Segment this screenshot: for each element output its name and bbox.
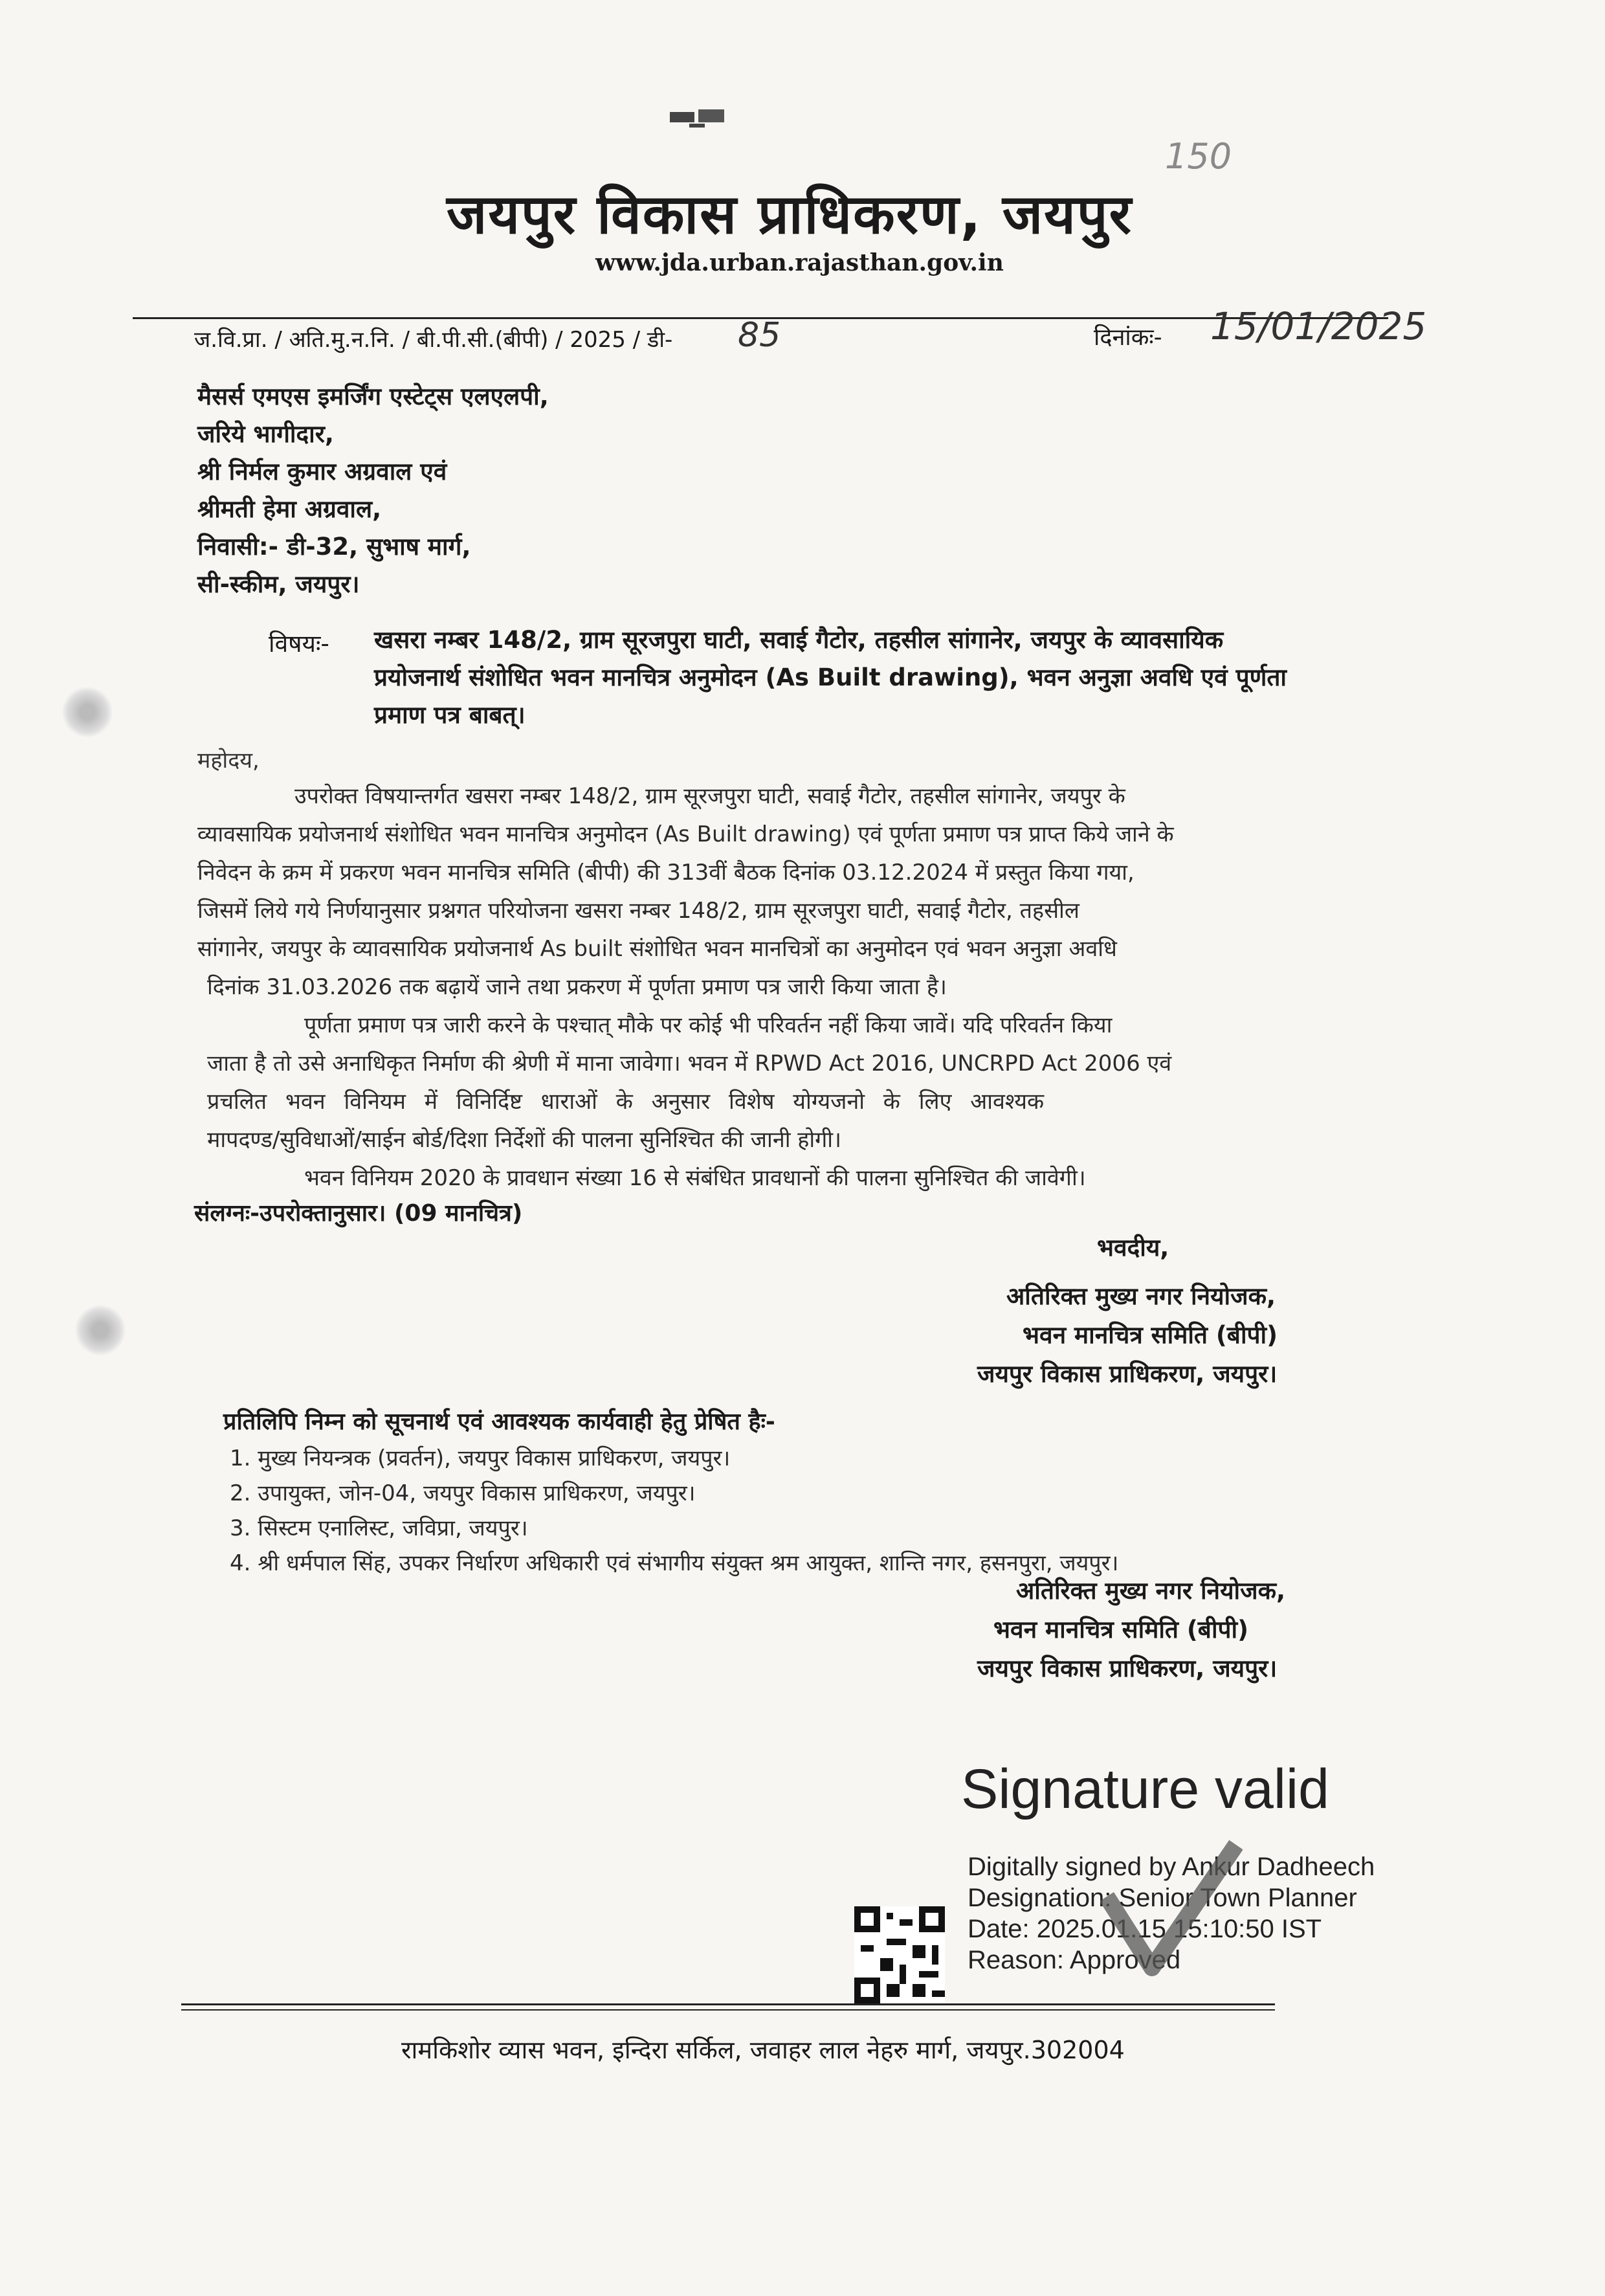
- signature-line: Designation: Senior Town Planner: [968, 1884, 1357, 1912]
- date-label: दिनांकः-: [1094, 324, 1162, 351]
- addressee-line: निवासी:- डी-32, सुभाष मार्ग,: [197, 533, 471, 561]
- subject-line: प्रयोजनार्थ संशोधित भवन मानचित्र अनुमोदन (As Built drawing), भवन अनुज्ञा अवधि एवं पूर्णता: [374, 663, 1287, 691]
- closing-designation-line: अतिरिक्त मुख्य नगर नियोजक,: [1016, 1577, 1286, 1605]
- copy-to-intro: प्रतिलिपि निम्न को सूचनार्थ एवं आवश्यक कार्यवाही हेतु प्रेषित हैः-: [223, 1409, 775, 1435]
- closing-designation-line: भवन मानचित्र समिति (बीपी): [1023, 1321, 1278, 1349]
- addressee-line: श्री निर्मल कुमार अग्रवाल एवं: [197, 458, 447, 485]
- footer-rule: [181, 2009, 1275, 2011]
- closing-designation-line: जयपुर विकास प्राधिकरण, जयपुर।: [977, 1655, 1278, 1682]
- addressee-line: श्रीमती हेमा अग्रवाल,: [197, 495, 382, 523]
- emblem-icon: [670, 107, 725, 129]
- subject-line: प्रमाण पत्र बाबत्।: [374, 701, 526, 729]
- copy-to-item: 4. श्री धर्मपाल सिंह, उपकर निर्धारण अधिकारी एवं संभागीय संयुक्त श्रम आयुक्त, शान्ति नगर, हसनपुरा, जयपुर।: [230, 1550, 1119, 1576]
- copy-to-item: 3. सिस्टम एनालिस्ट, जविप्रा, जयपुर।: [230, 1515, 528, 1541]
- copy-to-item: 2. उपायुक्त, जोन-04, जयपुर विकास प्राधिकरण, जयपुर।: [230, 1480, 696, 1506]
- addressee-line: मैसर्स एमएस इमर्जिंग एस्टेट्स एलएलपी,: [197, 383, 549, 410]
- reference-handwritten: 85: [738, 316, 781, 355]
- subject: [374, 621, 1435, 734]
- body-line: दिनांक 31.03.2026 तक बढ़ायें जाने तथा प्रकरण में पूर्णता प्रमाण पत्र जारी किया जाता है।: [207, 974, 947, 1000]
- copy-to-item: 1. मुख्य नियन्त्रक (प्रवर्तन), जयपुर विकास प्राधिकरण, जयपुर।: [230, 1445, 731, 1471]
- closing-designation-line: जयपुर विकास प्राधिकरण, जयपुर।: [977, 1360, 1278, 1388]
- body-line: भवन विनियम 2020 के प्रावधान संख्या 16 से संबंधित प्रावधानों की पालना सुनिश्चित की जावेगी।: [304, 1165, 1086, 1191]
- punch-hole-top: [61, 686, 113, 738]
- signature-line: Date: 2025.01.15 15:10:50 IST: [968, 1915, 1322, 1943]
- footer-rule: [181, 2003, 1275, 2005]
- enclosure: संलग्नः-उपरोक्तानुसार। (09 मानचित्र): [194, 1200, 523, 1227]
- body-line: सांगानेर, जयपुर के व्यावसायिक प्रयोजनार्थ As built संशोधित भवन मानचित्रों का अनुमोदन एवं भवन अनुज्ञा अवधि: [197, 936, 1117, 962]
- body-line: जाता है तो उसे अनाधिकृत निर्माण की श्रेणी में माना जावेगा। भवन में RPWD Act 2016, UNCRPD Act 2006 एवं: [207, 1051, 1172, 1076]
- checkmark-icon: [1100, 1838, 1243, 1981]
- org-title: जयपुर विकास प्राधिकरण, जयपुर: [447, 183, 1133, 246]
- signature-valid-title: Signature valid: [961, 1758, 1329, 1820]
- closing-designation-line: अतिरिक्त मुख्य नगर नियोजक,: [1006, 1282, 1276, 1310]
- signature-line: Digitally signed by Ankur Dadheech: [968, 1853, 1375, 1881]
- addressee-line: जरिये भागीदार,: [197, 420, 334, 448]
- website: www.jda.urban.rajasthan.gov.in: [595, 249, 1004, 276]
- body-line: व्यावसायिक प्रयोजनार्थ संशोधित भवन मानचित्र अनुमोदन (As Built drawing) एवं पूर्णता प्रमाण पत्र प्राप्त किये जाने के: [197, 821, 1174, 847]
- body-line: उपरोक्त विषयान्तर्गत खसरा नम्बर 148/2, ग्राम सूरजपुरा घाटी, सवाई गैटोर, तहसील सांगानेर, जयपुर के: [294, 783, 1125, 809]
- closing-yours: भवदीय,: [1097, 1234, 1169, 1262]
- body-line: निवेदन के क्रम में प्रकरण भवन मानचित्र समिति (बीपी) की 313वीं बैठक दिनांक 03.12.2024 में प्रस्तुत किया गया,: [197, 860, 1135, 886]
- page-number: 150: [1165, 136, 1232, 177]
- punch-hole-bottom: [74, 1304, 126, 1356]
- salutation: महोदय,: [197, 748, 260, 774]
- body-line: पूर्णता प्रमाण पत्र जारी करने के पश्चात् मौके पर कोई भी परिवर्तन नहीं किया जावें। यदि परिवर्तन किया: [304, 1012, 1112, 1038]
- footer-address: रामकिशोर व्यास भवन, इन्दिरा सर्किल, जवाहर लाल नेहरु मार्ग, जयपुर.302004: [401, 2036, 1125, 2064]
- qr-code-icon: [854, 1906, 945, 2003]
- subject-line: खसरा नम्बर 148/2, ग्राम सूरजपुरा घाटी, सवाई गैटोर, तहसील सांगानेर, जयपुर के व्यावसायिक: [374, 626, 1224, 654]
- closing-designation-line: भवन मानचित्र समिति (बीपी): [993, 1616, 1249, 1644]
- body-line: मापदण्ड/सुविधाओं/साईन बोर्ड/दिशा निर्देशों की पालना सुनिश्चित की जानी होगी।: [207, 1127, 842, 1153]
- signature-line: Reason: Approved: [968, 1946, 1181, 1974]
- reference-number: ज.वि.प्रा. / अति.मु.न.नि. / बी.पी.सी.(बीपी) / 2025 / डी-: [194, 327, 673, 353]
- date-handwritten: 15/01/2025: [1210, 304, 1427, 348]
- body-line: जिसमें लिये गये निर्णयानुसार प्रश्नगत परियोजना खसरा नम्बर 148/2, ग्राम सूरजपुरा घाटी, सवाई गैटोर, तहसील: [197, 898, 1079, 924]
- addressee-line: सी-स्कीम, जयपुर।: [197, 570, 360, 598]
- subject-label: विषयः-: [269, 630, 329, 658]
- body-line: प्रचलित भवन विनियम में विनिर्दिष्ट धाराओं के अनुसार विशेष योग्यजनो के लिए आवश्यक: [207, 1089, 1045, 1115]
